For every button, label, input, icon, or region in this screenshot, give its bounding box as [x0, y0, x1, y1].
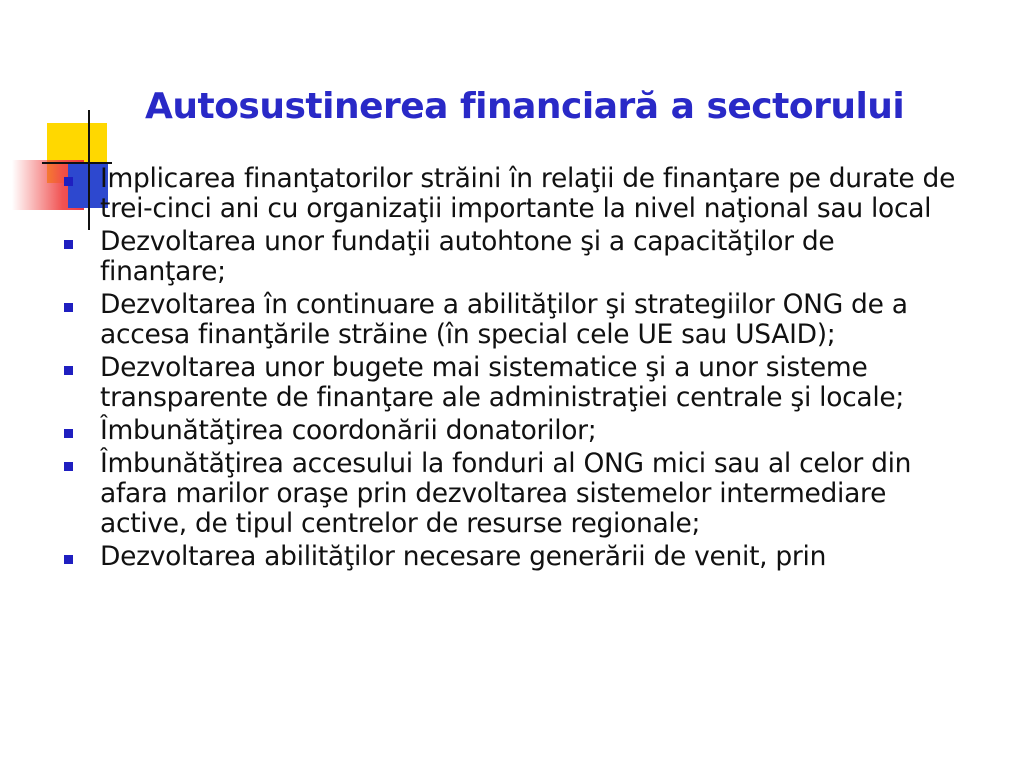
bullet-item — [60, 164, 965, 224]
bullet-text: Dezvoltarea unor fundaţii autohtone şi a capacităţilor de finanţare; — [100, 226, 835, 287]
bullet-square-icon — [64, 462, 73, 471]
bullet-item — [60, 227, 965, 287]
bullet-square-icon — [64, 303, 73, 312]
bullet-item — [60, 290, 965, 350]
bullet-text: Dezvoltarea abilităţilor necesare generării de venit, prin — [100, 541, 827, 572]
bullet-square-icon — [64, 429, 73, 438]
bullet-item — [60, 416, 965, 446]
bullet-text: Dezvoltarea unor bugete mai sistematice şi a unor sisteme transparente de finanţare ale administraţiei centrale şi locale; — [100, 352, 905, 413]
bullet-list — [60, 164, 965, 575]
bullet-text: Implicarea finanţatorilor străini în relaţii de finanţare pe durate de trei-cinci ani cu organizaţii importante la nivel naţional sau local — [100, 163, 956, 224]
bullet-square-icon — [64, 366, 73, 375]
bullet-text: Îmbunătăţirea coordonării donatorilor; — [100, 415, 597, 446]
bullet-square-icon — [64, 555, 73, 564]
bullet-text: Îmbunătăţirea accesului la fonduri al ONG mici sau al celor din afara marilor oraşe prin dezvoltarea sistemelor intermediare active, de tipul centrelor de resurse regionale; — [100, 448, 912, 539]
bullet-item — [60, 542, 965, 572]
bullet-text: Dezvoltarea în continuare a abilităţilor şi strategiilor ONG de a accesa finanţările străine (în special cele UE sau USAID); — [100, 289, 908, 350]
bullet-item — [60, 449, 965, 539]
bullet-item — [60, 353, 965, 413]
bullet-square-icon — [64, 177, 73, 186]
slide-title: Autosustinerea financiară a sectorului — [145, 86, 905, 127]
bullet-square-icon — [64, 240, 73, 249]
